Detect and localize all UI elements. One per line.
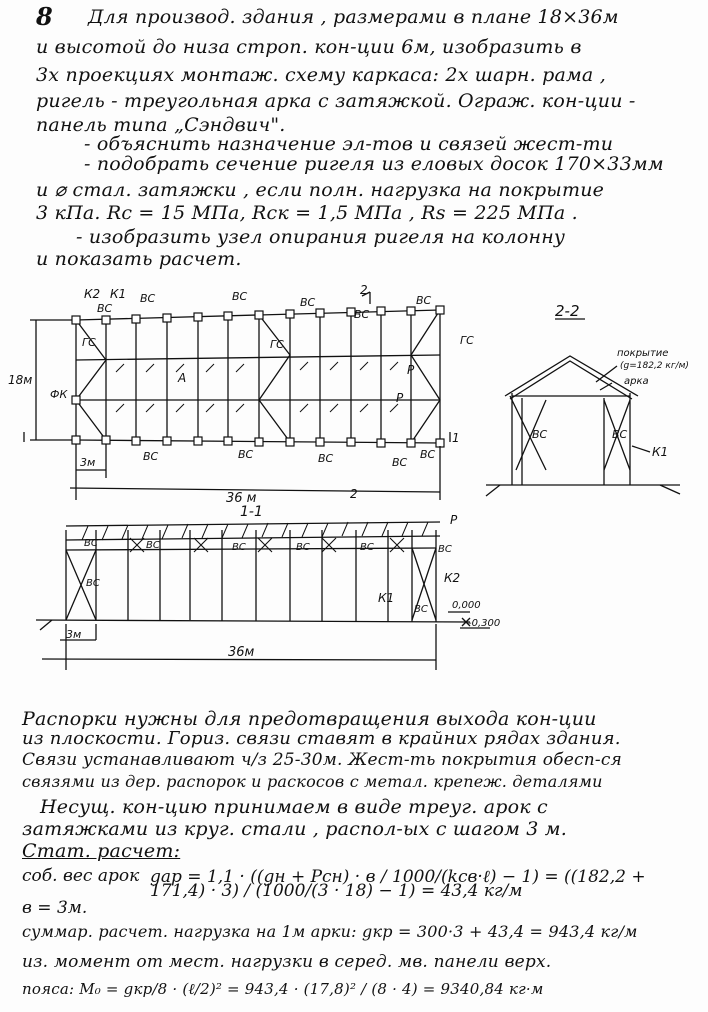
section-1-1-vs-8: ВС bbox=[414, 604, 428, 615]
task-line-9: 3 кПа. Rc = 15 МПа, Rск = 1,5 МПа , Rs = 225 МПа . bbox=[36, 202, 578, 224]
section-2-2-load: (g=182,2 кг/м) bbox=[620, 361, 689, 371]
section-2-2-title: 2-2 bbox=[555, 302, 580, 320]
section-2-2-arka: арка bbox=[624, 376, 649, 387]
calc-moment-formula: пояса: M₀ = gкр/8 · (ℓ/2)² = 943,4 · (17,8)² / (8 · 4) = 9340,84 кг·м bbox=[22, 980, 544, 998]
task-line-6: - объяснить назначение эл-тов и связей жест-ти bbox=[84, 133, 614, 155]
section-1-1-vs-7: ВС bbox=[86, 578, 100, 589]
section-1-1-k2: К2 bbox=[444, 571, 461, 585]
plan-label-vs-4: ВС bbox=[300, 296, 316, 309]
section-1-1-k1: К1 bbox=[378, 591, 395, 605]
plan-label-vs-8: ВС bbox=[238, 448, 254, 461]
task-number: 8 bbox=[36, 2, 53, 31]
plan-label-sec1: 1 bbox=[452, 431, 460, 445]
task-line-10: - изобразить узел опирания ригеля на колонну bbox=[76, 226, 566, 248]
plan-label-p-1: Р bbox=[407, 363, 415, 377]
task-line-8: и ⌀ стал. затяжки , если полн. нагрузка на покрытие bbox=[36, 179, 605, 201]
task-line-7: - подобрать сечение ригеля из еловых досок 170×33мм bbox=[84, 153, 664, 175]
notes-line-1: Распорки нужны для предотвращения выхода кон-ции bbox=[22, 708, 597, 730]
section-1-1-vs-2: ВС bbox=[146, 540, 160, 551]
plan-label-sec2-bottom: 2 bbox=[350, 487, 358, 501]
plan-label-fk: ФК bbox=[50, 388, 68, 401]
section-1-1-vs-5: ВС bbox=[360, 542, 374, 553]
section-1-1-vs-4: ВС bbox=[296, 542, 310, 553]
plan-label-gs-1: ГС bbox=[82, 336, 96, 349]
plan-label-vs-10: ВС bbox=[392, 456, 408, 469]
section-1-1-columns bbox=[66, 530, 436, 622]
task-line-2: и высотой до низа строп. кон-ции 6м, изобразить в bbox=[36, 36, 582, 58]
notes-line-4: связями из дер. распорок и раскосов с метал. крепеж. деталями bbox=[22, 772, 603, 791]
plan-dim-length: 36 м bbox=[226, 491, 257, 506]
plan-label-gs-3: ГС bbox=[460, 334, 474, 347]
plan-label-k1: К1 bbox=[110, 287, 127, 301]
section-2-2-vs-1: ВС bbox=[532, 428, 548, 441]
task-line-11: и показать расчет. bbox=[36, 248, 242, 270]
section-1-1-title: 1-1 bbox=[240, 504, 263, 520]
notes-line-5: Несущ. кон-цию принимаем в виде треуг. арок с bbox=[40, 796, 548, 818]
section-1-1-level1: -0,300 bbox=[468, 618, 501, 629]
section-1-1-dim-length: 36м bbox=[228, 645, 255, 660]
task-line-3: 3х проекциях монтаж. схему каркаса: 2х шарн. рама , bbox=[36, 64, 606, 86]
calc-heading: Стат. расчет: bbox=[22, 840, 181, 862]
section-1-1-vs-3: ВС bbox=[232, 542, 246, 553]
calc-sum-load: суммар. расчет. нагрузка на 1м арки: gкр = 300·3 + 43,4 = 943,4 кг/м bbox=[22, 922, 638, 941]
notes-line-3: Связи устанавливают ч/з 25-30м. Жест-ть покрытия обесп-ся bbox=[22, 750, 623, 770]
section-1-1-p: Р bbox=[450, 513, 458, 527]
plan-label-k2: К2 bbox=[84, 287, 101, 301]
plan-label-vs-6: ВС bbox=[416, 294, 432, 307]
plan-label-vs-5: ВС bbox=[354, 308, 370, 321]
plan-label-vs-1: ВС bbox=[97, 302, 113, 315]
plan-label-p-2: Р bbox=[396, 391, 404, 405]
plan-label-gs-2: ГС bbox=[270, 338, 284, 351]
calc-selfweight-label: соб. вес арок bbox=[22, 866, 140, 886]
notes-line-6: затяжками из круг. стали , распол-ых с шагом 3 м. bbox=[22, 818, 567, 840]
section-1-1-dim-bay: 3м bbox=[66, 628, 82, 641]
calc-moment-line: из. момент от мест. нагрузки в серед. мв. панели верх. bbox=[22, 952, 552, 972]
section-1-1-vs-6: ВС bbox=[438, 544, 452, 555]
calc-b-eq: в = 3м. bbox=[22, 898, 88, 918]
plan-label-a: А bbox=[178, 371, 187, 385]
section-2-2-k1: К1 bbox=[652, 445, 669, 459]
plan-label-vs-9: ВС bbox=[318, 452, 334, 465]
notes-line-2: из плоскости. Гориз. связи ставят в крайних рядах здания. bbox=[22, 728, 621, 749]
plan-dim-bay: 3м bbox=[80, 456, 96, 469]
task-line-5: панель типа „Сэндвич". bbox=[36, 114, 286, 136]
section-2-2-pokrytie: покрытие bbox=[617, 348, 669, 359]
task-line-1: Для производ. здания , размерами в плане 18×36м bbox=[88, 6, 619, 28]
plan-dim-height: 18м bbox=[8, 373, 33, 387]
section-2-2-vs-2: ВС bbox=[612, 428, 628, 441]
plan-label-vs-3: ВС bbox=[232, 290, 248, 303]
calc-formula-1: gар = 1,1 · ((gн + Pсн) · в / 1000/(kсв·ℓ) − 1) = ((182,2 + 171,4) · 3) / (1000/(3 · 18) − 1) = 43,4 кг/м bbox=[150, 867, 646, 901]
plan-columns bbox=[106, 311, 411, 443]
plan-label-vs-7: ВС bbox=[143, 450, 159, 463]
section-1-1-view bbox=[36, 522, 490, 670]
plan-label-vs-11: ВС bbox=[420, 448, 436, 461]
plan-label-sec2: 2 bbox=[360, 283, 368, 297]
task-line-4: ригель - треугольная арка с затяжкой. Ограж. кон-ции - bbox=[36, 90, 636, 112]
section-2-2-view bbox=[486, 319, 680, 496]
plan-label-vs-2: ВС bbox=[140, 292, 156, 305]
section-1-1-vs-1: ВС bbox=[84, 538, 98, 549]
section-1-1-level0: 0,000 bbox=[452, 600, 481, 611]
